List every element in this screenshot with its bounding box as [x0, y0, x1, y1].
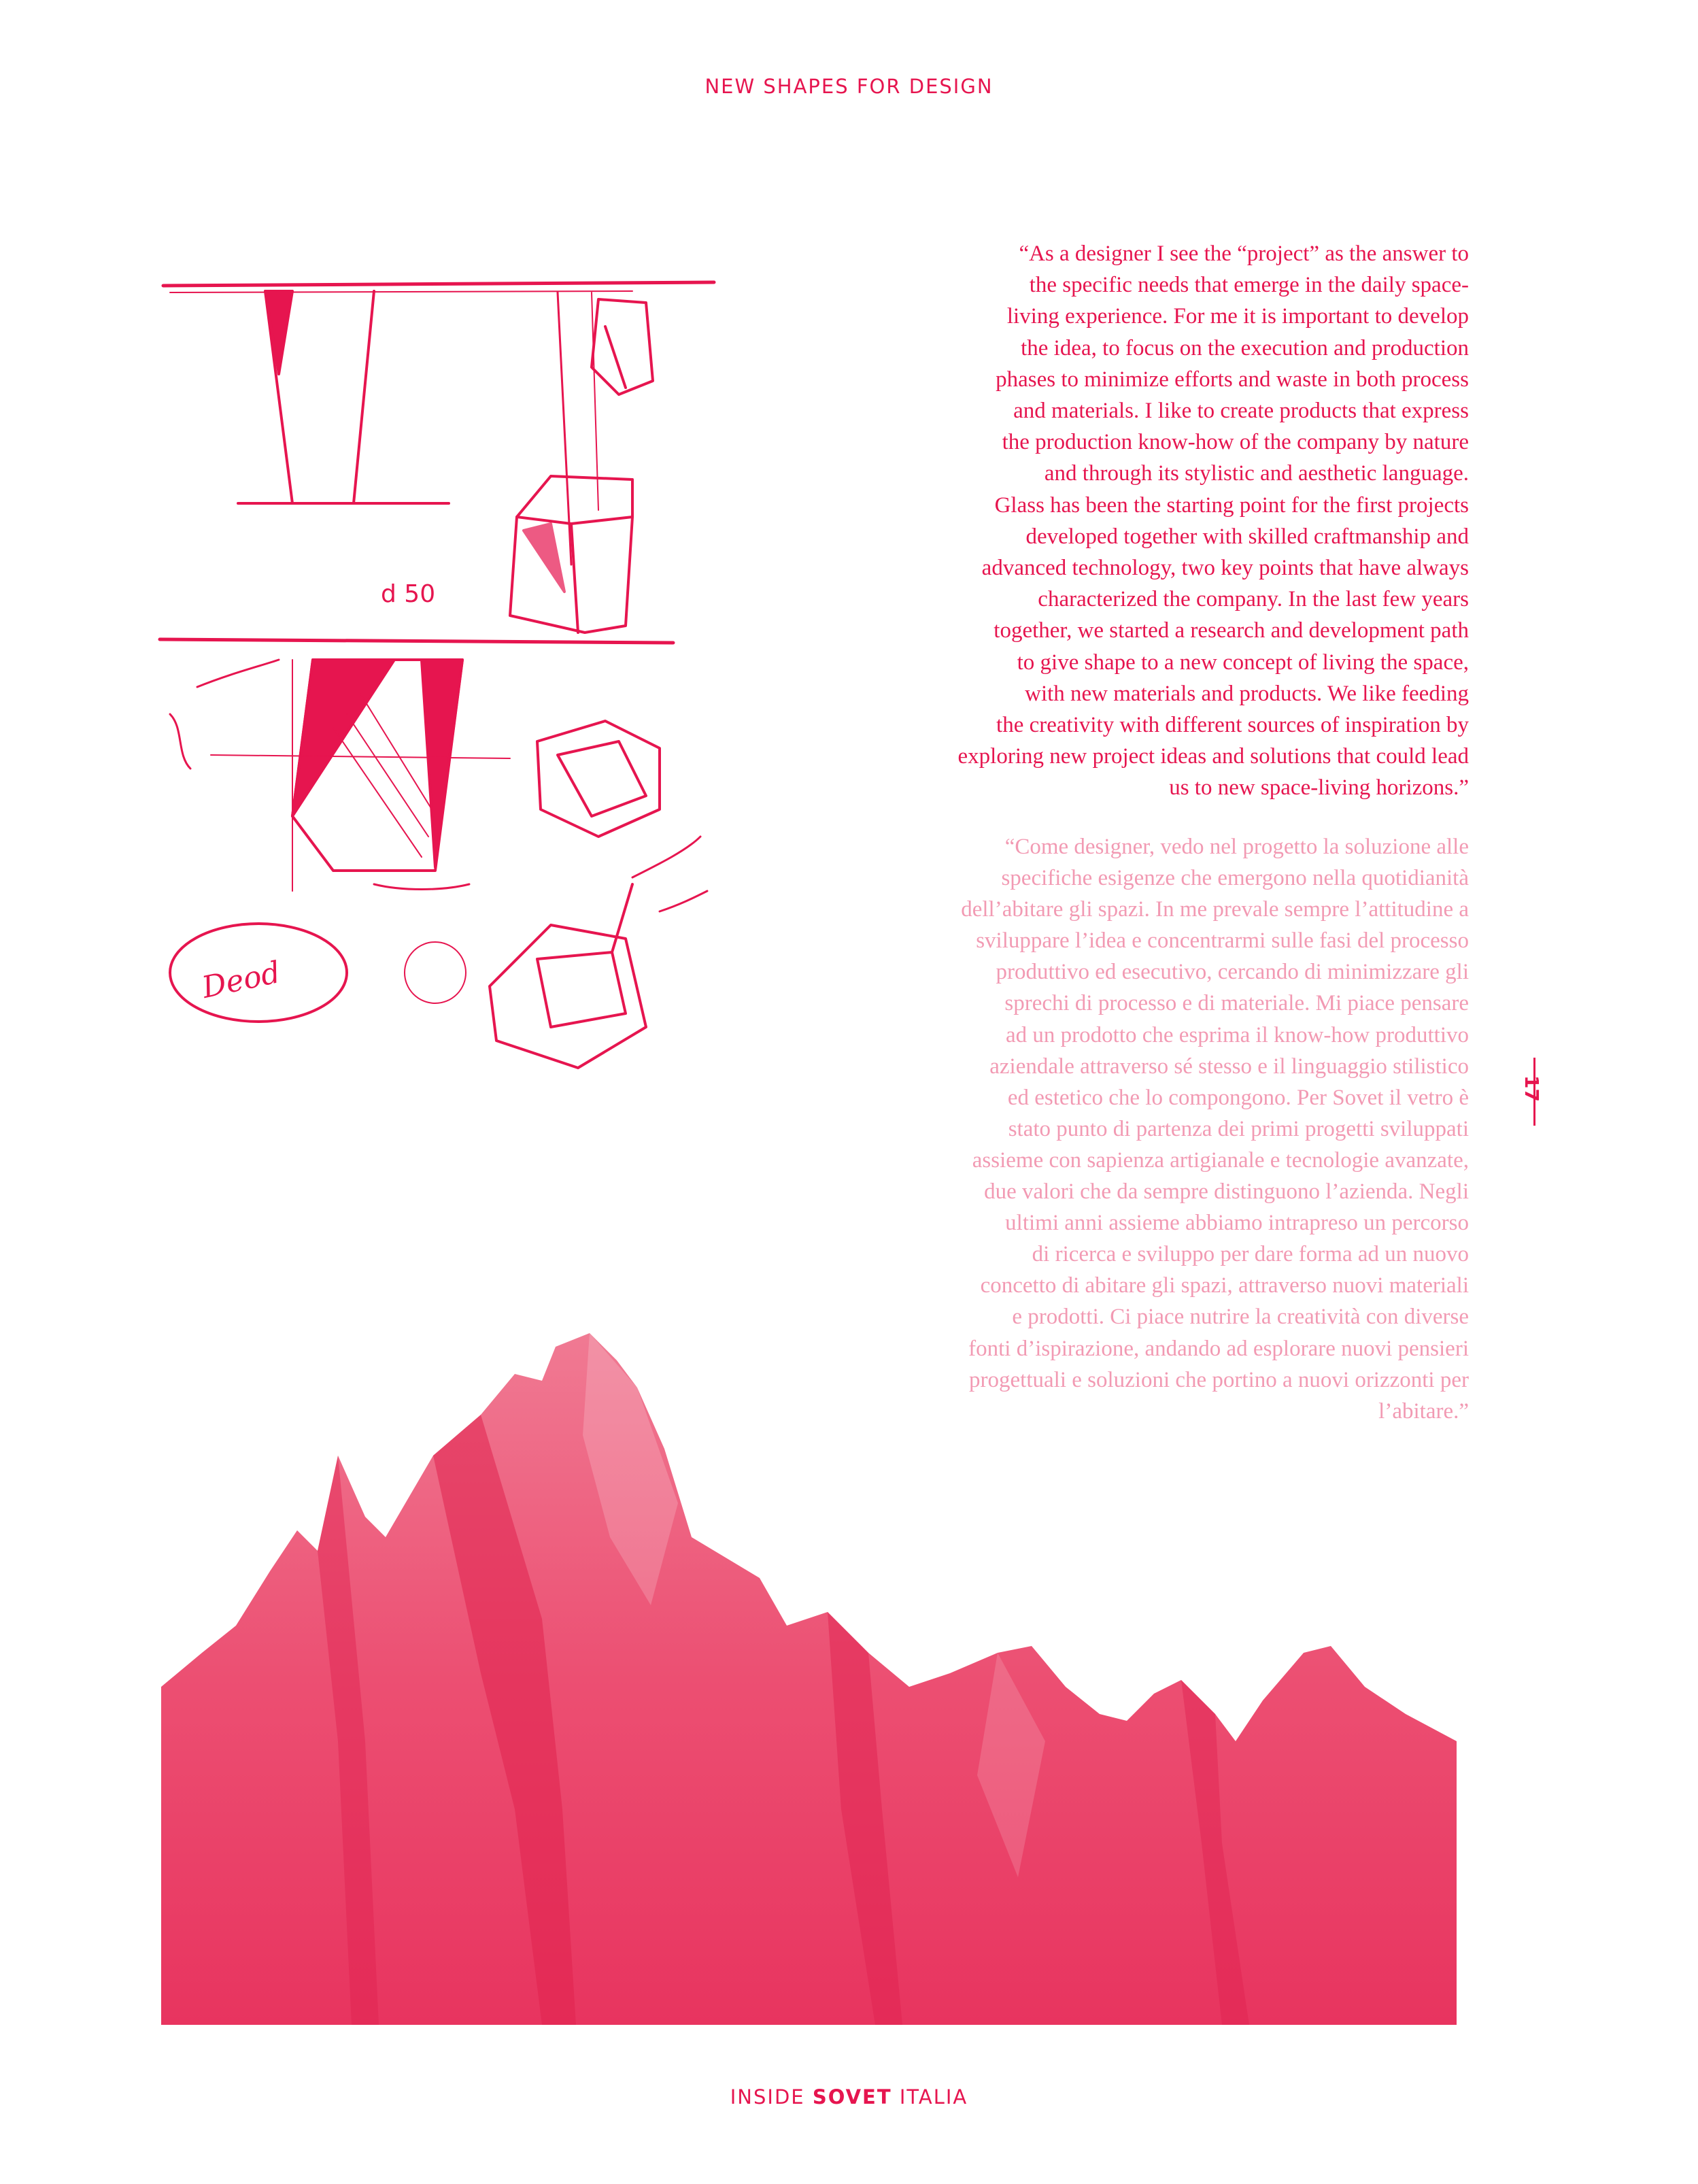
quote-line: progettuali e soluzioni che portino a nuovi orizzonti per — [969, 1367, 1469, 1392]
mountain-photo — [161, 1333, 1457, 2025]
quote-line: the specific needs that emerge in the daily space- — [1029, 273, 1469, 298]
quote-line: developed together with skilled craftmanship and — [1025, 524, 1469, 549]
quote-line: l’abitare.” — [1378, 1398, 1469, 1424]
page-number-label: 17 — [1521, 1075, 1543, 1102]
quote-line: us to new space-living horizons.” — [1169, 775, 1469, 801]
quote-line: phases to minimize efforts and waste in both process — [996, 367, 1469, 392]
quote-line: characterized the company. In the last few years — [1038, 587, 1469, 612]
footer-brand: SOVET — [812, 2085, 892, 2109]
quote-line: dell’abitare gli spazi. In me prevale sempre l’attitudine a — [961, 897, 1469, 922]
page-number — [1521, 1058, 1561, 1126]
quote-line: and through its stylistic and aesthetic language. — [1044, 461, 1469, 486]
quote-line: advanced technology, two key points that have always — [981, 556, 1469, 581]
quote-line: sviluppare l’idea e concentrarmi sulle fasi del processo — [976, 928, 1469, 954]
svg-text:Deod: Deod — [199, 954, 284, 1005]
design-sketch-illustration — [156, 252, 755, 1095]
quote-line: concetto di abitare gli spazi, attraverso nuovi materiali — [980, 1273, 1469, 1298]
quote-line: di ricerca e sviluppo per dare forma ad un nuovo — [1032, 1242, 1469, 1267]
quote-line: ultimi anni assieme abbiamo intrapreso un percorso — [1005, 1211, 1469, 1236]
quote-line: and materials. I like to create products that express — [1013, 399, 1469, 424]
quote-line: ad un prodotto che esprima il know-how produttivo — [1006, 1022, 1469, 1047]
quote-line: due valori che da sempre distinguono l’azienda. Negli — [984, 1179, 1469, 1205]
quote-line: exploring new project ideas and solutions that could lead — [957, 744, 1469, 769]
quote-line: with new materials and products. We like feeding — [1025, 681, 1469, 706]
quote-line: aziendale attraverso sé stesso e il linguaggio stilistico — [989, 1054, 1469, 1079]
quote-line: specifiche esigenze che emergono nella quotidianità — [1001, 866, 1469, 891]
quote-line: to give shape to a new concept of living the space, — [1017, 650, 1469, 675]
running-footer — [0, 2085, 1698, 2109]
quote-line: together, we started a research and development path — [994, 618, 1469, 643]
quote-line: Glass has been the starting point for the first projects — [994, 492, 1469, 518]
quote-line: “As a designer I see the “project” as the answer to — [1019, 241, 1469, 266]
quote-line: fonti d’ispirazione, andando ad esplorare nuovi pensieri — [968, 1336, 1469, 1361]
quote-line: “Come designer, vedo nel progetto la soluzione alle — [1004, 835, 1469, 859]
quote-line: the idea, to focus on the execution and production — [1021, 335, 1469, 360]
quote-line: the production know-how of the company by nature — [1002, 430, 1469, 455]
quote-line: sprechi di processo e di materiale. Mi piace pensare — [1004, 991, 1469, 1016]
footer-suffix: ITALIA — [892, 2085, 968, 2109]
quote-line: assieme con sapienza artigianale e tecnologie avanzate, — [972, 1147, 1469, 1173]
quote-line: e prodotti. Ci piace nutrire la creatività con diverse — [1012, 1305, 1469, 1330]
quote-english — [816, 238, 1469, 804]
quote-line: ed estetico che lo compongono. Per Sovet il vetro è — [1007, 1085, 1469, 1110]
quote-line: stato punto di partenza dei primi progetti sviluppati — [1008, 1116, 1469, 1141]
quote-line: produttivo ed esecutivo, cercando di minimizzare gli — [996, 960, 1469, 985]
quote-line: living experience. For me it is important to develop — [1006, 304, 1469, 329]
running-header: NEW SHAPES FOR DESIGN — [704, 75, 994, 98]
quote-line: the creativity with different sources of inspiration by — [996, 713, 1469, 738]
footer-prefix: INSIDE — [730, 2085, 813, 2109]
svg-text:d 50: d 50 — [381, 580, 436, 608]
